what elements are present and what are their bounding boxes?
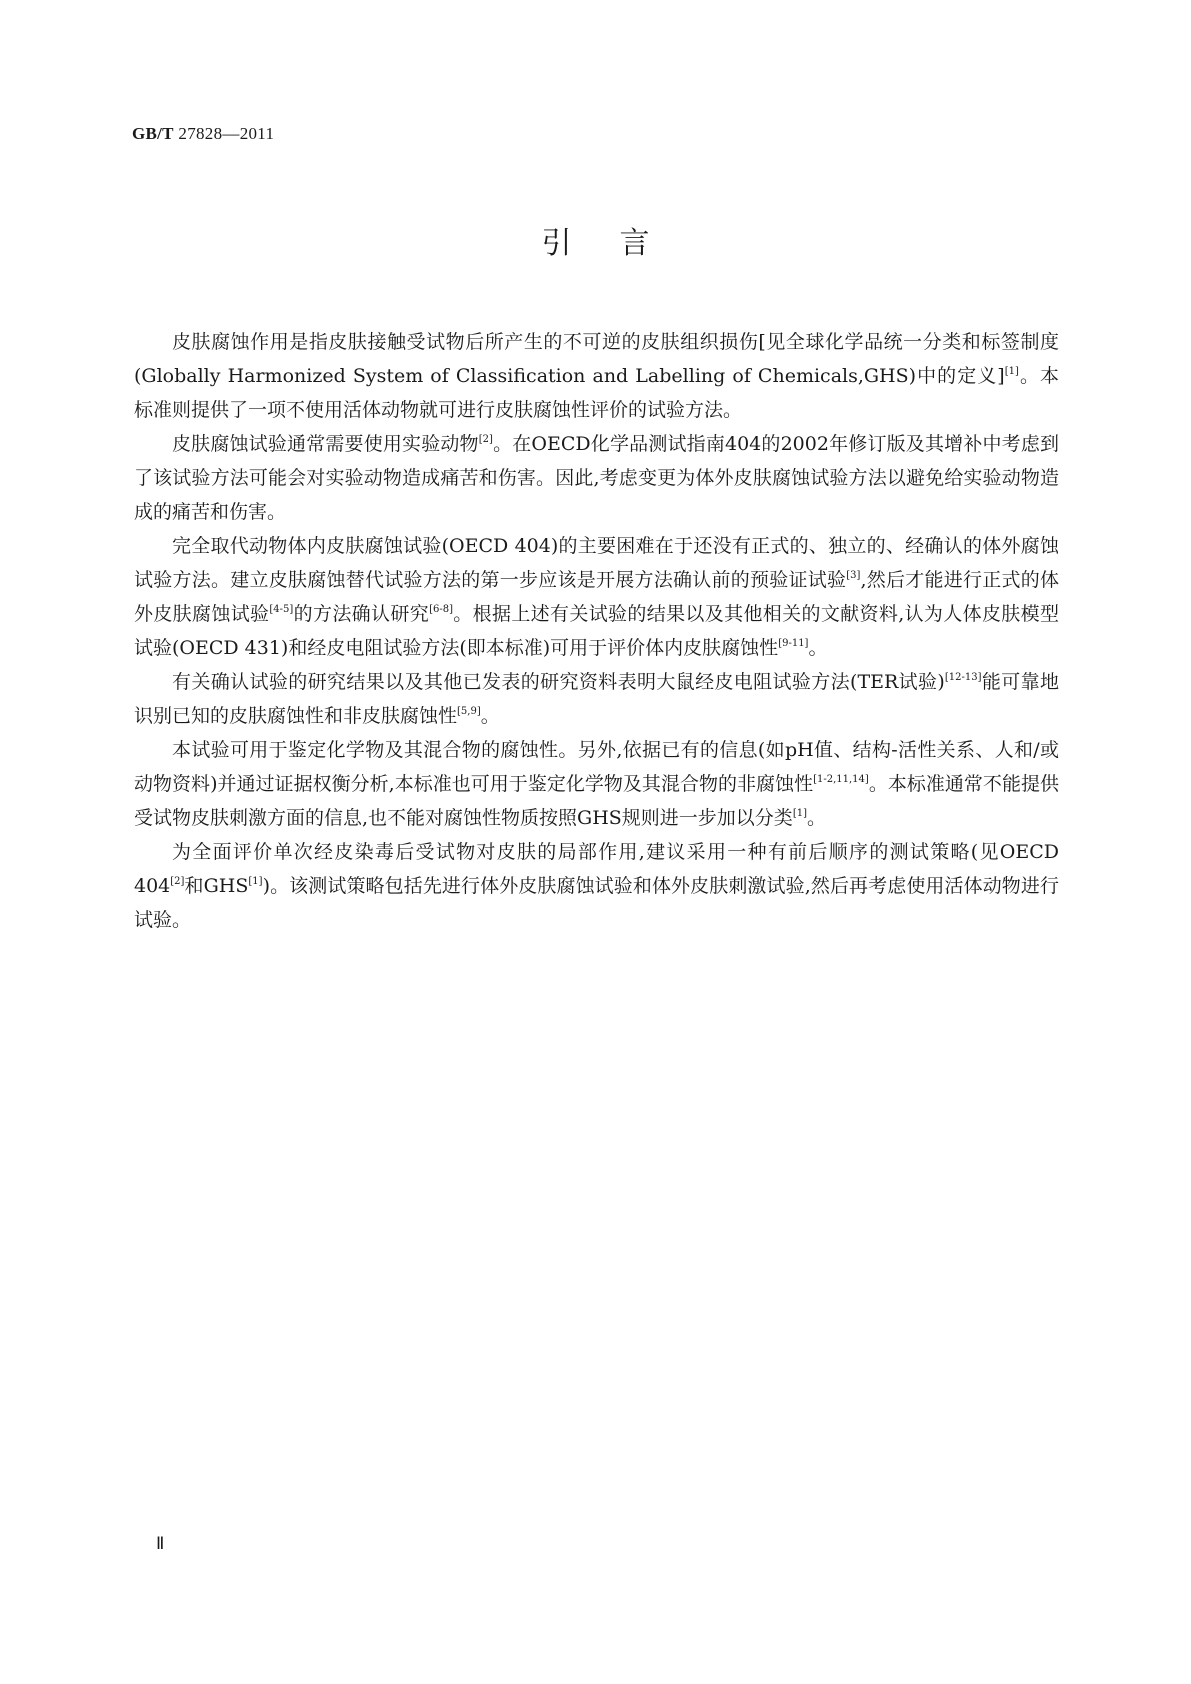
- standard-code: 27828—2011: [178, 124, 275, 143]
- p5-text-b: 。本标准通常不能提供受试物皮肤刺激方面的信息,也不能对腐蚀性物质按照GHS规则进一步加以分类: [134, 773, 1059, 829]
- p3-text-d: 。根据上述有关试验的结果以及其他相关的文献资料,认为人体皮肤模型试验(OECD 431)和经皮电阻试验方法(即本标准)可用于评价体内皮肤腐蚀性: [134, 603, 1059, 659]
- p3-text-b: ,然后才能进行正式的体外皮肤腐蚀试验: [134, 569, 1059, 625]
- p5-text-a: 本试验可用于鉴定化学物及其混合物的腐蚀性。另外,依据已有的信息(如pH值、结构-活性关系、人和/或动物资料)并通过证据权衡分析,本标准也可用于鉴定化学物及其混合物的非腐蚀性: [134, 739, 1059, 795]
- paragraph-6: [134, 835, 1059, 937]
- p3-text-c: 的方法确认研究: [293, 603, 430, 625]
- p4-text-c: 。: [480, 705, 500, 727]
- citation-ref: [1]: [248, 876, 263, 887]
- paragraph-2: [134, 427, 1059, 529]
- p2-text-a: 皮肤腐蚀试验通常需要使用实验动物: [172, 433, 479, 455]
- standard-number: [132, 124, 274, 144]
- citation-ref: [9-11]: [778, 638, 809, 649]
- citation-ref: [4-5]: [269, 604, 294, 615]
- paragraph-1: [134, 325, 1059, 427]
- p6-text-a: 为全面评价单次经皮染毒后受试物对皮肤的局部作用,建议采用一种有前后顺序的测试策略(见OECD 404: [134, 841, 1059, 897]
- page-number: Ⅱ: [156, 1534, 165, 1553]
- citation-ref: [1-2,11,14]: [813, 774, 869, 785]
- paragraph-5: [134, 733, 1059, 835]
- citation-ref: [12-13]: [944, 672, 982, 683]
- p3-text-e: 。: [808, 637, 828, 659]
- p6-text-c: )。该测试策略包括先进行体外皮肤腐蚀试验和体外皮肤刺激试验,然后再考虑使用活体动物进行试验。: [134, 875, 1059, 931]
- citation-ref: [2]: [478, 434, 493, 445]
- citation-ref: [5,9]: [457, 706, 481, 717]
- p6-text-b: 和GHS: [184, 875, 249, 897]
- citation-ref: [1]: [792, 808, 807, 819]
- standard-prefix: GB/T: [132, 124, 174, 143]
- citation-ref: [6-8]: [429, 604, 453, 615]
- introduction-body: [134, 325, 1059, 937]
- p1-text-b: 。本标准则提供了一项不使用活体动物就可进行皮肤腐蚀性评价的试验方法。: [134, 365, 1059, 421]
- citation-ref: [3]: [846, 570, 861, 581]
- p5-text-c: 。: [806, 807, 826, 829]
- paragraph-3: [134, 529, 1059, 665]
- p2-text-b: 。在OECD化学品测试指南404的2002年修订版及其增补中考虑到了该试验方法可能会对实验动物造成痛苦和伤害。因此,考虑变更为体外皮肤腐蚀试验方法以避免给实验动物造成的痛苦和伤害。: [134, 433, 1059, 523]
- citation-ref: [1]: [1004, 366, 1019, 377]
- p4-text-b: 能可靠地识别已知的皮肤腐蚀性和非皮肤腐蚀性: [134, 671, 1059, 727]
- p1-text-a: 皮肤腐蚀作用是指皮肤接触受试物后所产生的不可逆的皮肤组织损伤[见全球化学品统一分类和标签制度(Globally Harmonized System of Classification and Labelling of Chemicals,GHS)中的定义]: [134, 331, 1059, 387]
- paragraph-4: [134, 665, 1059, 733]
- page-title: 引言: [541, 226, 698, 261]
- p4-text-a: 有关确认试验的研究结果以及其他已发表的研究资料表明大鼠经皮电阻试验方法(TER试验): [172, 671, 945, 693]
- citation-ref: [2]: [170, 876, 185, 887]
- p3-text-a: 完全取代动物体内皮肤腐蚀试验(OECD 404)的主要困难在于还没有正式的、独立的、经确认的体外腐蚀试验方法。建立皮肤腐蚀替代试验方法的第一步应该是开展方法确认前的预验证试验: [134, 535, 1059, 591]
